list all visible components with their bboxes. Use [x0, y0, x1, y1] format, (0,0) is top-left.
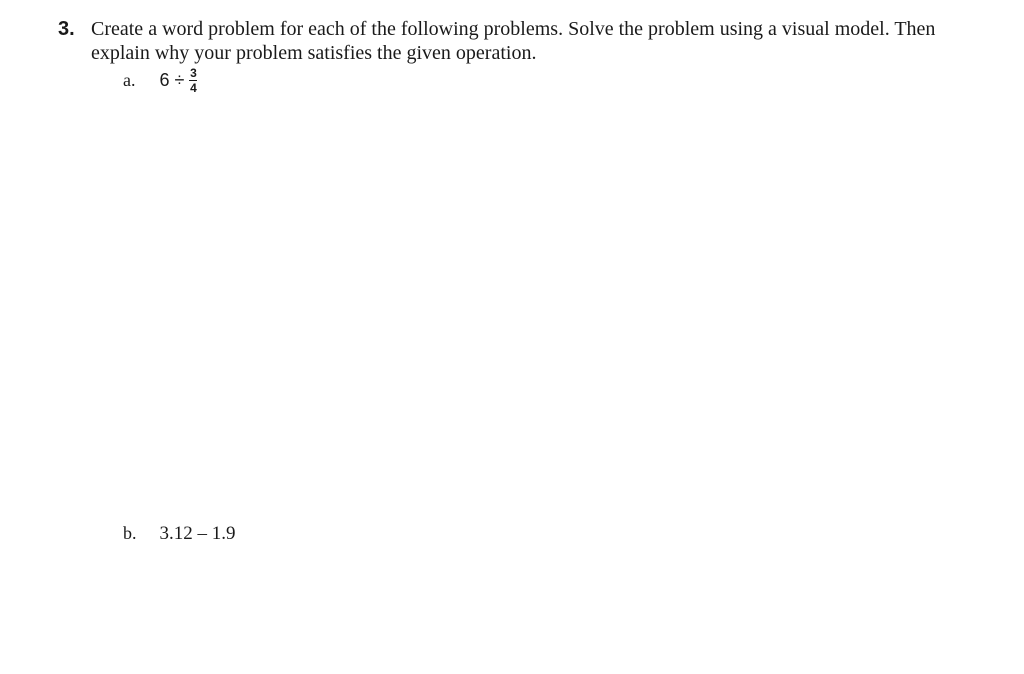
part-a-expression: [160, 67, 198, 94]
part-b-expression: 3.12 – 1.9: [159, 522, 236, 544]
part-a-label: a.: [123, 70, 136, 90]
part-b-label: b.: [123, 523, 137, 544]
fraction-numerator: 3: [190, 66, 197, 80]
division-sign: ÷: [174, 70, 185, 90]
divisor-fraction: [189, 67, 197, 94]
dividend: 6: [159, 70, 170, 90]
fraction-denominator: 4: [190, 81, 197, 95]
part-a: [123, 67, 197, 94]
question-number: 3.: [58, 18, 75, 40]
question-prompt: Create a word problem for each of the following problems. Solve the problem using a visual model. Then explain why your problem satisfies the given operation.: [91, 18, 936, 64]
part-b: [123, 522, 236, 545]
